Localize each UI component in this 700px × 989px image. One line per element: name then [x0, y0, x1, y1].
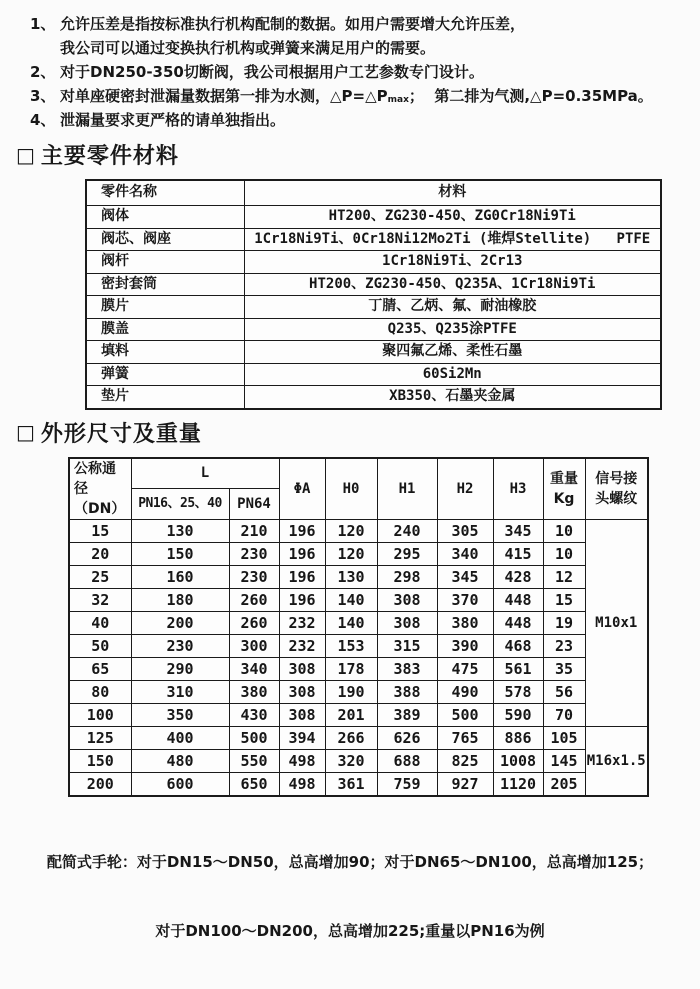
dimension-cell: 340: [229, 657, 279, 680]
dimension-cell: 145: [543, 749, 585, 772]
table-row: [69, 565, 648, 588]
signal-thread-cell: M16x1.5: [585, 726, 648, 796]
dimensions-table: [68, 457, 649, 797]
dimension-cell: 10: [543, 519, 585, 542]
table-row: [86, 273, 661, 296]
signal-thread-cell: M10x1: [585, 519, 648, 726]
col-header-dn: [69, 458, 131, 520]
note-line-1: [30, 12, 692, 36]
dimension-cell: 230: [229, 542, 279, 565]
dimension-cell: 1008: [493, 749, 543, 772]
table-row: [86, 228, 661, 251]
dimension-cell: 100: [69, 703, 131, 726]
part-name-cell: 密封套筒: [86, 273, 244, 296]
dimension-cell: 430: [229, 703, 279, 726]
dimension-cell: 500: [229, 726, 279, 749]
dimension-cell: 153: [325, 634, 377, 657]
materials-table-body: [86, 206, 661, 409]
part-name-cell: 阀芯、阀座: [86, 228, 244, 251]
dimension-cell: 140: [325, 588, 377, 611]
dimension-cell: 160: [131, 565, 229, 588]
table-row: [86, 251, 661, 274]
section-title-materials: [16, 139, 700, 170]
col-header-text: 信号接: [595, 470, 638, 487]
col-header-text: 重量: [550, 470, 578, 487]
table-row: [69, 726, 648, 749]
dimension-cell: 308: [279, 680, 325, 703]
dimension-cell: 65: [69, 657, 131, 680]
dimension-cell: 50: [69, 634, 131, 657]
dimension-cell: 490: [437, 680, 493, 703]
dimension-cell: 825: [437, 749, 493, 772]
dimension-cell: 298: [377, 565, 437, 588]
material-cell: XB350、石墨夹金属: [244, 386, 661, 409]
table-row: [69, 657, 648, 680]
dimension-cell: 320: [325, 749, 377, 772]
dimension-cell: 415: [493, 542, 543, 565]
col-header-pn64: PN64: [229, 489, 279, 519]
col-header-text: 公称通: [74, 460, 116, 477]
table-header-row: [69, 458, 648, 489]
dimension-cell: 927: [437, 772, 493, 796]
dimension-cell: 15: [69, 519, 131, 542]
dimension-cell: 205: [543, 772, 585, 796]
dimension-cell: 232: [279, 611, 325, 634]
dimension-cell: 765: [437, 726, 493, 749]
note-text: 对单座硬密封泄漏量数据第一排为水测，△P=△P: [60, 87, 388, 105]
dimension-cell: 290: [131, 657, 229, 680]
table-row: [69, 772, 648, 796]
dimension-cell: 308: [279, 657, 325, 680]
col-header-text: Kg: [553, 490, 575, 507]
material-cell: Q235、Q235涂PTFE: [244, 318, 661, 341]
dimension-cell: 315: [377, 634, 437, 657]
dimension-cell: 310: [131, 680, 229, 703]
dimensions-table-body: [69, 519, 648, 796]
dimension-cell: 19: [543, 611, 585, 634]
dimension-cell: 1120: [493, 772, 543, 796]
footer-note: [0, 805, 700, 989]
dimension-cell: 688: [377, 749, 437, 772]
table-row: [69, 588, 648, 611]
dimension-cell: 600: [131, 772, 229, 796]
dimension-cell: 35: [543, 657, 585, 680]
dimension-cell: 650: [229, 772, 279, 796]
dimension-cell: 130: [325, 565, 377, 588]
note-number: 2、: [30, 63, 56, 81]
dimension-cell: 70: [543, 703, 585, 726]
square-bullet-icon: □: [16, 420, 36, 444]
note-line-4: [30, 108, 692, 132]
dimension-cell: 305: [437, 519, 493, 542]
dimension-cell: 383: [377, 657, 437, 680]
dimension-cell: 345: [437, 565, 493, 588]
part-name-cell: 垫片: [86, 386, 244, 409]
dimension-cell: 32: [69, 588, 131, 611]
dimension-cell: 308: [377, 588, 437, 611]
dimension-cell: 260: [229, 588, 279, 611]
col-header-material: 材料: [244, 180, 661, 206]
footer-line-2: 对于DN100～DN200，总高增加225;重量以PN16为例: [155, 921, 545, 940]
note-text: 我公司可以通过变换执行机构或弹簧来满足用户的需要。: [60, 39, 436, 57]
square-bullet-icon: □: [16, 142, 36, 167]
dimension-cell: 232: [279, 634, 325, 657]
dimension-cell: 25: [69, 565, 131, 588]
table-header-row: [86, 180, 661, 206]
material-cell: 丁腈、乙炳、氟、耐油橡胶: [244, 296, 661, 319]
part-name-cell: 阀体: [86, 206, 244, 229]
table-row: [69, 519, 648, 542]
note-text: 对于DN250-350切断阀，我公司根据用户工艺参数专门设计。: [60, 63, 484, 81]
dimension-cell: 389: [377, 703, 437, 726]
material-cell: 60Si2Mn: [244, 363, 661, 386]
col-header-h0: H0: [325, 458, 377, 520]
dimension-cell: 361: [325, 772, 377, 796]
table-row: [69, 680, 648, 703]
dimension-cell: 498: [279, 749, 325, 772]
dimension-cell: 295: [377, 542, 437, 565]
note-text: 泄漏量要求更严格的请单独指出。: [60, 111, 286, 129]
part-name-cell: 膜片: [86, 296, 244, 319]
material-cell: HT200、ZG230-450、ZG0Cr18Ni9Ti: [244, 206, 661, 229]
table-row: [69, 703, 648, 726]
dimension-cell: 308: [279, 703, 325, 726]
table-row: [69, 542, 648, 565]
material-cell: 聚四氟乙烯、柔性石墨: [244, 341, 661, 364]
table-row: [69, 611, 648, 634]
dimension-cell: 260: [229, 611, 279, 634]
table-row: [86, 386, 661, 409]
material-cell: 1Cr18Ni9Ti、2Cr13: [244, 251, 661, 274]
dimension-cell: 428: [493, 565, 543, 588]
col-header-text: 头螺纹: [595, 490, 638, 507]
dimension-cell: 80: [69, 680, 131, 703]
dimension-cell: 20: [69, 542, 131, 565]
table-row: [86, 206, 661, 229]
part-name-cell: 膜盖: [86, 318, 244, 341]
dimension-cell: 550: [229, 749, 279, 772]
col-header-phi-a: ΦA: [279, 458, 325, 520]
table-row: [86, 363, 661, 386]
dimension-cell: 561: [493, 657, 543, 680]
note-text: 允许压差是指按标准执行机构配制的数据。如用户需要增大允许压差，: [60, 15, 526, 33]
dimension-cell: 201: [325, 703, 377, 726]
dimension-cell: 10: [543, 542, 585, 565]
dimension-cell: 388: [377, 680, 437, 703]
table-row: [86, 341, 661, 364]
part-name-cell: 弹簧: [86, 363, 244, 386]
footer-line-1: 配简式手轮：对于DN15～DN50，总高增加90；对于DN65～DN100，总高增加125；: [46, 852, 654, 871]
note-number: 4、: [30, 111, 56, 129]
note-line-3: [30, 84, 692, 108]
dimension-cell: 240: [377, 519, 437, 542]
material-cell: 1Cr18Ni9Ti、0Cr18Ni12Mo2Ti (堆焊Stellite) PTFE: [244, 228, 661, 251]
dimension-cell: 886: [493, 726, 543, 749]
dimension-cell: 23: [543, 634, 585, 657]
dimension-cell: 475: [437, 657, 493, 680]
note-line-1-cont: [30, 36, 692, 60]
note-line-2: [30, 60, 692, 84]
dimension-cell: 759: [377, 772, 437, 796]
dimension-cell: 56: [543, 680, 585, 703]
dimension-cell: 180: [131, 588, 229, 611]
col-header-h1: H1: [377, 458, 437, 520]
table-row: [86, 318, 661, 341]
dimension-cell: 500: [437, 703, 493, 726]
dimension-cell: 200: [69, 772, 131, 796]
dimension-cell: 120: [325, 542, 377, 565]
section-title-dimensions: [16, 417, 700, 448]
dimension-cell: 140: [325, 611, 377, 634]
dimension-cell: 400: [131, 726, 229, 749]
dimension-cell: 230: [131, 634, 229, 657]
dimension-cell: 578: [493, 680, 543, 703]
dimension-cell: 394: [279, 726, 325, 749]
dimension-cell: 230: [229, 565, 279, 588]
col-header-pn16-25-40: PN16、25、40: [131, 489, 229, 519]
dimension-cell: 480: [131, 749, 229, 772]
dimension-cell: 498: [279, 772, 325, 796]
dimension-cell: 196: [279, 542, 325, 565]
dimension-cell: 105: [543, 726, 585, 749]
dimension-cell: 468: [493, 634, 543, 657]
dimension-cell: 380: [229, 680, 279, 703]
dimension-cell: 626: [377, 726, 437, 749]
dimension-cell: 15: [543, 588, 585, 611]
table-row: [86, 296, 661, 319]
dimension-cell: 125: [69, 726, 131, 749]
col-header-h3: H3: [493, 458, 543, 520]
dimension-cell: 200: [131, 611, 229, 634]
dimension-cell: 340: [437, 542, 493, 565]
dimension-cell: 308: [377, 611, 437, 634]
part-name-cell: 填料: [86, 341, 244, 364]
dimension-cell: 190: [325, 680, 377, 703]
dimension-cell: 40: [69, 611, 131, 634]
notes-list: [0, 0, 700, 132]
dimension-cell: 448: [493, 611, 543, 634]
dimension-cell: 150: [69, 749, 131, 772]
note-subscript: max: [387, 95, 409, 105]
section-title-text: 外形尺寸及重量: [40, 421, 202, 447]
materials-table: [85, 179, 662, 410]
dimension-cell: 196: [279, 588, 325, 611]
material-cell: HT200、ZG230-450、Q235A、1Cr18Ni9Ti: [244, 273, 661, 296]
dimension-cell: 350: [131, 703, 229, 726]
dimension-cell: 178: [325, 657, 377, 680]
table-row: [69, 634, 648, 657]
dimension-cell: 300: [229, 634, 279, 657]
dimension-cell: 266: [325, 726, 377, 749]
col-header-h2: H2: [437, 458, 493, 520]
dimension-cell: 150: [131, 542, 229, 565]
col-header-text: 径（DN）: [74, 480, 126, 517]
note-number: 3、: [30, 87, 56, 105]
dimension-cell: 448: [493, 588, 543, 611]
dimension-cell: 390: [437, 634, 493, 657]
part-name-cell: 阀杆: [86, 251, 244, 274]
note-text: ； 第二排为气测,△P=0.35MPa。: [408, 87, 653, 105]
col-header-signal-thread: [585, 458, 648, 520]
dimension-cell: 130: [131, 519, 229, 542]
col-header-weight: [543, 458, 585, 520]
dimension-cell: 345: [493, 519, 543, 542]
section-title-text: 主要零件材料: [40, 144, 179, 169]
dimension-cell: 210: [229, 519, 279, 542]
dimension-cell: 12: [543, 565, 585, 588]
note-number: 1、: [30, 15, 56, 33]
dimension-cell: 590: [493, 703, 543, 726]
table-row: [69, 749, 648, 772]
col-header-part-name: 零件名称: [86, 180, 244, 206]
dimension-cell: 120: [325, 519, 377, 542]
dimension-cell: 380: [437, 611, 493, 634]
dimension-cell: 370: [437, 588, 493, 611]
dimension-cell: 196: [279, 519, 325, 542]
col-header-l: L: [131, 458, 279, 489]
dimension-cell: 196: [279, 565, 325, 588]
